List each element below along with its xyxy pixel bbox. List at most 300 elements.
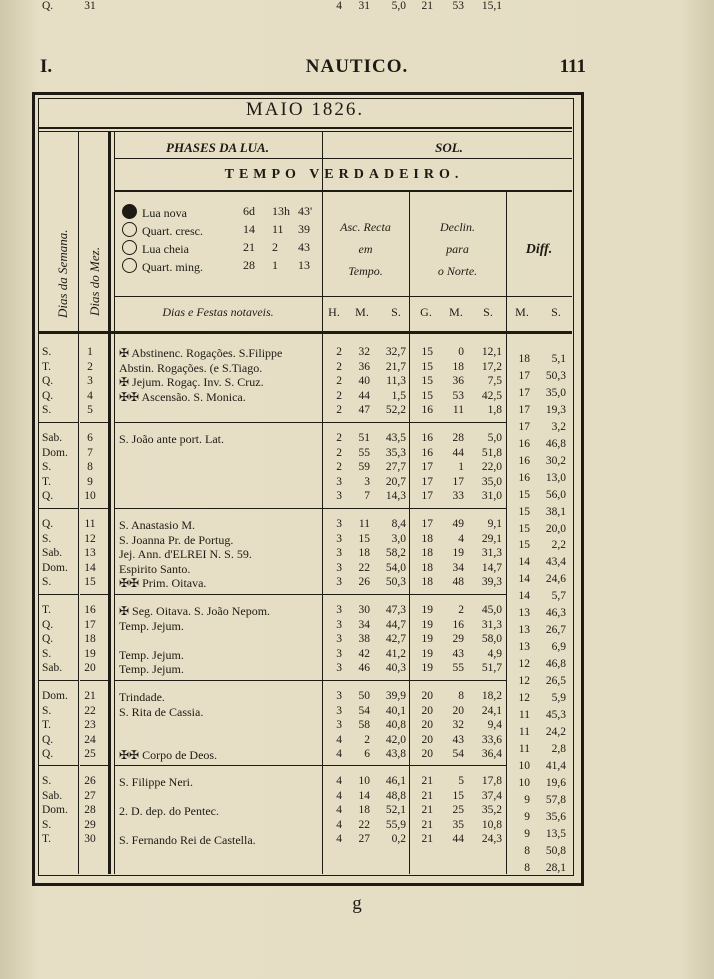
week-day: T. xyxy=(42,604,52,616)
header-page-number: 111 xyxy=(559,56,586,77)
decl-min: 43 xyxy=(452,647,464,660)
decl-sec: 14,7 xyxy=(481,561,502,574)
month-day: 25 xyxy=(84,748,96,760)
asc-hour: 2 xyxy=(336,446,342,459)
decl-deg: 19 xyxy=(421,633,433,645)
group-rule xyxy=(409,765,506,766)
asc-min: 51 xyxy=(358,432,370,444)
unit-label: M. xyxy=(355,305,369,319)
diff-sec: 41,4 xyxy=(545,759,566,772)
decl-sec: 58,0 xyxy=(481,633,502,645)
asc-sec: 1,5 xyxy=(391,389,406,402)
asc-sec: 46,1 xyxy=(385,775,406,787)
month-day: 3 xyxy=(87,375,93,387)
decl-sec: 17,2 xyxy=(481,360,502,373)
festa: S. Joanna Pr. de Portug. xyxy=(119,532,234,547)
week-day: S. xyxy=(42,576,52,588)
month-day: 19 xyxy=(84,647,96,660)
asc-min: 22 xyxy=(358,561,370,574)
phase-day: 21 xyxy=(243,240,255,254)
rule xyxy=(506,192,507,874)
asc-sec: 50,3 xyxy=(385,576,406,588)
diff-sec: 2,2 xyxy=(551,539,566,552)
asc-min: 54 xyxy=(358,704,370,717)
asc-sec: 39,9 xyxy=(385,690,406,702)
asc-hour: 2 xyxy=(336,375,342,387)
asc-hour: 3 xyxy=(336,633,342,645)
month-day: 5 xyxy=(87,404,93,416)
diff-sec: 26,5 xyxy=(545,675,566,688)
rule xyxy=(78,131,79,874)
diff-min: 17 xyxy=(518,403,530,416)
group-rule xyxy=(38,765,78,766)
decl-min: 44 xyxy=(452,446,464,459)
festa: ✠ Jejum. Rogaç. Inv. S. Cruz. xyxy=(119,375,264,389)
decl-min: 43 xyxy=(452,733,464,746)
month-day: 4 xyxy=(87,389,93,402)
diff-min: 8 xyxy=(524,861,530,874)
festas-header: Dias e Festas notaveis. xyxy=(162,305,274,319)
decl-deg: 17 xyxy=(421,518,433,530)
unit-label: M. xyxy=(515,305,529,319)
decl-sec: 37,4 xyxy=(481,789,502,802)
week-day: Sab. xyxy=(42,789,63,802)
decl-deg: 16 xyxy=(421,404,433,416)
group-rule xyxy=(114,680,322,681)
asc-min: 2 xyxy=(364,733,370,746)
decl-min: 4 xyxy=(458,532,464,545)
decl-sec: 9,1 xyxy=(487,518,502,530)
decl-deg: 20 xyxy=(421,748,433,760)
diff-min: 8 xyxy=(524,844,530,857)
month-day: 23 xyxy=(84,719,96,731)
month-day: 27 xyxy=(84,789,96,802)
diff-sec: 35,0 xyxy=(545,386,566,399)
diff-min: 16 xyxy=(518,437,530,450)
col-week-header: Dias da Semana. xyxy=(55,229,70,318)
asc-sec: 40,1 xyxy=(385,704,406,717)
diff-sec: 19,3 xyxy=(545,403,566,416)
decl-deg: 18 xyxy=(421,561,433,574)
decl-deg: 15 xyxy=(421,375,433,387)
decl-min: 8 xyxy=(458,690,464,702)
phase-minute: 43 xyxy=(298,240,310,254)
moon-phase: Quart. ming. xyxy=(122,258,203,275)
diff-sec: 6,9 xyxy=(551,641,566,654)
asc-min: 7 xyxy=(364,490,370,502)
unit-label: S. xyxy=(391,305,401,319)
decl-min: 15 xyxy=(452,789,464,802)
group-rule xyxy=(38,594,78,595)
week-day: Sab. xyxy=(42,547,63,559)
week-day: Q. xyxy=(42,490,54,502)
asc-sec: 41,2 xyxy=(385,647,406,660)
decl-sec: 4,9 xyxy=(487,647,502,660)
decl-sec: 9,4 xyxy=(487,719,502,731)
diff-sec: 13,5 xyxy=(545,827,566,840)
group-rule xyxy=(80,594,108,595)
decl-sec: 1,8 xyxy=(487,404,502,416)
decl-sec: 24,1 xyxy=(481,704,502,717)
diff-sec: 28,1 xyxy=(545,861,566,874)
decl-sec: 12,1 xyxy=(481,346,502,358)
festa: Temp. Jejum. xyxy=(119,618,184,633)
full-moon-icon xyxy=(122,240,137,255)
diff-min: 14 xyxy=(518,573,530,586)
asc-min: 38 xyxy=(358,633,370,645)
phase-hour: 13h xyxy=(272,204,290,218)
asc-header-3: Tempo. xyxy=(348,264,383,278)
decl-header-1: Declin. xyxy=(440,220,475,234)
asc-hour: 4 xyxy=(336,748,342,760)
week-day: Q. xyxy=(42,733,54,746)
week-day: S. xyxy=(42,346,52,358)
diff-sec: 20,0 xyxy=(545,522,566,535)
asc-min: 18 xyxy=(358,804,370,816)
rule xyxy=(38,127,572,129)
week-day: S. xyxy=(42,704,52,717)
week-day: Q. xyxy=(42,518,54,530)
decl-header-3: o Norte. xyxy=(437,264,478,278)
rule xyxy=(409,192,410,874)
month-day: 24 xyxy=(84,733,96,746)
asc-hour: 3 xyxy=(336,532,342,545)
phase-hour: 11 xyxy=(272,222,284,236)
group-rule xyxy=(409,508,506,509)
decl-sec: 24,3 xyxy=(481,833,502,845)
diff-min: 12 xyxy=(518,692,530,704)
rule xyxy=(108,131,111,874)
asc-min: 47 xyxy=(358,404,370,416)
asc-hour: 2 xyxy=(336,346,342,358)
month-day: 21 xyxy=(84,690,96,702)
festa: Temp. Jejum. xyxy=(119,662,184,676)
week-day: Q. xyxy=(42,375,54,387)
asc-sec: 11,3 xyxy=(386,375,406,387)
asc-sec: 44,7 xyxy=(385,618,406,631)
asc-min: 11 xyxy=(358,518,370,530)
week-day: T. xyxy=(42,475,52,488)
diff-sec: 38,1 xyxy=(545,505,566,518)
diff-sec: 30,2 xyxy=(545,454,566,467)
diff-min: 11 xyxy=(518,725,530,738)
month-day: 17 xyxy=(84,618,96,631)
phase-day: 14 xyxy=(243,222,255,236)
asc-min: 6 xyxy=(364,748,370,760)
diff-min: 14 xyxy=(518,590,530,603)
decl-deg: 21 xyxy=(421,0,433,12)
asc-hour: 4 xyxy=(336,833,342,845)
decl-deg: 19 xyxy=(421,618,433,631)
decl-min: 44 xyxy=(452,833,464,845)
decl-sec: 5,0 xyxy=(487,432,502,444)
asc-sec: 27,7 xyxy=(385,461,406,473)
week-day: S. xyxy=(42,818,52,831)
decl-deg: 19 xyxy=(421,604,433,616)
asc-sec: 32,7 xyxy=(385,346,406,358)
asc-hour: 2 xyxy=(336,404,342,416)
asc-sec: 0,2 xyxy=(391,833,406,845)
asc-min: 10 xyxy=(358,775,370,787)
asc-min: 50 xyxy=(358,690,370,702)
decl-sec: 33,6 xyxy=(481,733,502,746)
asc-min: 59 xyxy=(358,461,370,473)
diff-min: 13 xyxy=(518,607,530,620)
decl-deg: 20 xyxy=(421,690,433,702)
festa: Jej. Ann. d'ELREI N. S. 59. xyxy=(119,547,252,561)
asc-sec: 52,2 xyxy=(385,404,406,416)
decl-sec: 51,8 xyxy=(481,446,502,459)
festa: Abstin. Rogações. (e S.Tiago. xyxy=(119,360,263,375)
week-day: Q. xyxy=(42,748,54,760)
diff-min: 13 xyxy=(518,641,530,654)
decl-min: 33 xyxy=(452,490,464,502)
rule xyxy=(114,131,115,874)
rule xyxy=(114,190,572,192)
diff-sec: 45,3 xyxy=(545,708,566,721)
festa: ✠✠ Ascensão. S. Monica. xyxy=(119,389,246,404)
diff-sec: 5,7 xyxy=(551,590,566,603)
unit-label: G. xyxy=(420,305,432,319)
asc-sec: 58,2 xyxy=(385,547,406,559)
asc-sec: 8,4 xyxy=(391,518,406,530)
decl-min: 28 xyxy=(452,432,464,444)
group-rule xyxy=(38,422,78,423)
unit-label: M. xyxy=(449,305,463,319)
diff-sec: 24,2 xyxy=(545,725,566,738)
asc-sec: 47,3 xyxy=(385,604,406,616)
week-day: Q. xyxy=(42,618,54,631)
group-rule xyxy=(80,765,108,766)
asc-hour: 3 xyxy=(336,576,342,588)
group-rule xyxy=(322,765,409,766)
asc-sec: 21,7 xyxy=(385,360,406,373)
decl-min: 36 xyxy=(452,375,464,387)
festa: S. Rita de Cassia. xyxy=(119,704,204,719)
decl-deg: 19 xyxy=(421,647,433,660)
week-day: Q. xyxy=(42,389,54,402)
decl-sec: 42,5 xyxy=(481,389,502,402)
decl-deg: 21 xyxy=(421,804,433,816)
phase-hour: 1 xyxy=(272,258,278,272)
diff-sec: 19,6 xyxy=(545,776,566,789)
asc-min: 22 xyxy=(358,818,370,831)
unit-label: S. xyxy=(483,305,493,319)
decl-min: 34 xyxy=(452,561,464,574)
decl-deg: 16 xyxy=(421,446,433,459)
month-day: 6 xyxy=(87,432,93,444)
festa: Trindade. xyxy=(119,690,165,704)
phase-day: 6d xyxy=(243,204,255,218)
decl-deg: 16 xyxy=(421,432,433,444)
group-rule xyxy=(409,680,506,681)
asc-sec: 48,8 xyxy=(385,789,406,802)
month-day: 30 xyxy=(84,833,96,845)
asc-hour: 4 xyxy=(336,775,342,787)
asc-min: 31 xyxy=(358,0,370,12)
first-quarter-icon xyxy=(122,222,137,237)
decl-deg: 18 xyxy=(421,576,433,588)
week-day: T. xyxy=(42,719,52,731)
group-rule xyxy=(114,422,322,423)
month-title: MAIO 1826. xyxy=(245,99,365,120)
group-rule xyxy=(409,594,506,595)
asc-hour: 3 xyxy=(336,647,342,660)
asc-sec: 43,8 xyxy=(385,748,406,760)
asc-hour: 2 xyxy=(336,360,342,373)
decl-min: 0 xyxy=(458,346,464,358)
asc-min: 42 xyxy=(358,647,370,660)
diff-sec: 57,8 xyxy=(545,793,566,806)
asc-hour: 2 xyxy=(336,461,342,473)
month-day: 14 xyxy=(84,561,96,574)
month-day: 13 xyxy=(84,547,96,559)
decl-min: 18 xyxy=(452,360,464,373)
col-month-header: Dias do Mez. xyxy=(87,247,102,316)
decl-deg: 18 xyxy=(421,547,433,559)
asc-hour: 3 xyxy=(336,690,342,702)
decl-sec: 10,8 xyxy=(481,818,502,831)
week-day: S. xyxy=(42,404,52,416)
decl-min: 35 xyxy=(452,818,464,831)
phase-hour: 2 xyxy=(272,240,278,254)
month-day: 12 xyxy=(84,532,96,545)
asc-sec: 54,0 xyxy=(385,561,406,574)
phase-minute: 39 xyxy=(298,222,310,236)
asc-sec: 40,8 xyxy=(385,719,406,731)
month-day: 31 xyxy=(84,0,96,12)
decl-min: 29 xyxy=(452,633,464,645)
asc-min: 58 xyxy=(358,719,370,731)
asc-hour: 3 xyxy=(336,618,342,631)
decl-deg: 21 xyxy=(421,789,433,802)
rule xyxy=(114,296,572,297)
diff-sec: 50,8 xyxy=(545,844,566,857)
month-day: 16 xyxy=(84,604,96,616)
group-rule xyxy=(322,422,409,423)
month-day: 26 xyxy=(84,775,96,787)
month-day: 10 xyxy=(84,490,96,502)
diff-sec: 3,2 xyxy=(551,420,566,433)
month-day: 15 xyxy=(84,576,96,588)
diff-sec: 35,6 xyxy=(545,810,566,823)
week-day: Q. xyxy=(42,633,54,645)
month-day: 1 xyxy=(87,346,93,358)
diff-min: 16 xyxy=(518,471,530,484)
rule xyxy=(38,131,572,132)
week-day: S. xyxy=(42,461,52,473)
decl-min: 19 xyxy=(452,547,464,559)
asc-hour: 4 xyxy=(336,789,342,802)
diff-sec: 13,0 xyxy=(545,471,566,484)
asc-sec: 40,3 xyxy=(385,662,406,674)
asc-hour: 3 xyxy=(336,561,342,574)
asc-min: 32 xyxy=(358,346,370,358)
decl-sec: 31,0 xyxy=(481,490,502,502)
festa: ✠✠ Prim. Oitava. xyxy=(119,576,207,590)
diff-sec: 56,0 xyxy=(545,488,566,501)
diff-min: 15 xyxy=(518,522,530,535)
festa: 2. D. dep. do Pentec. xyxy=(119,804,219,818)
decl-min: 53 xyxy=(452,389,464,402)
diff-min: 9 xyxy=(524,810,530,823)
decl-min: 17 xyxy=(452,475,464,488)
group-rule xyxy=(80,680,108,681)
decl-min: 48 xyxy=(452,576,464,588)
month-day: 7 xyxy=(87,446,93,459)
diff-sec: 43,4 xyxy=(545,556,566,569)
asc-min: 34 xyxy=(358,618,370,631)
week-day: S. xyxy=(42,647,52,660)
asc-hour: 4 xyxy=(336,733,342,746)
festa: S. João ante port. Lat. xyxy=(119,432,224,446)
asc-min: 18 xyxy=(358,547,370,559)
moon-phase: Lua nova xyxy=(122,204,187,221)
group-rule xyxy=(409,422,506,423)
decl-deg: 21 xyxy=(421,833,433,845)
decl-sec: 35,0 xyxy=(481,475,502,488)
unit-label: S. xyxy=(551,305,561,319)
asc-hour: 4 xyxy=(336,0,342,12)
diff-sec: 24,6 xyxy=(545,573,566,586)
festa: S. Fernando Rei de Castella. xyxy=(119,833,256,847)
festa: S. Anastasio M. xyxy=(119,518,196,532)
week-day: Q. xyxy=(42,0,54,12)
header-left: I. xyxy=(40,56,53,77)
festa: ✠ Abstinenc. Rogações. S.Filippe xyxy=(119,346,283,360)
month-day: 11 xyxy=(84,518,96,530)
decl-min: 16 xyxy=(452,618,464,631)
festa: ✠ Seg. Oitava. S. João Nepom. xyxy=(119,604,271,618)
decl-deg: 20 xyxy=(421,704,433,717)
asc-sec: 55,9 xyxy=(385,818,406,831)
asc-hour: 2 xyxy=(336,432,342,444)
asc-hour: 3 xyxy=(336,475,342,488)
signature-mark: g xyxy=(352,893,362,914)
asc-sec: 3,0 xyxy=(391,532,406,545)
asc-sec: 20,7 xyxy=(385,475,406,488)
month-day: 9 xyxy=(87,475,93,488)
asc-hour: 3 xyxy=(336,518,342,530)
week-day: Sab. xyxy=(42,432,63,444)
decl-deg: 17 xyxy=(421,461,433,473)
diff-min: 15 xyxy=(518,505,530,518)
phases-header: PHASES DA LUA. xyxy=(166,140,269,155)
decl-sec: 22,0 xyxy=(481,461,502,473)
asc-sec: 14,3 xyxy=(385,490,406,502)
asc-sec: 42,7 xyxy=(385,633,406,645)
phase-minute: 13 xyxy=(298,258,310,272)
decl-sec: 7,5 xyxy=(487,375,502,387)
asc-header-1: Asc. Recta xyxy=(340,220,391,234)
group-rule xyxy=(114,508,322,509)
week-day: Dom. xyxy=(42,804,68,816)
diff-min: 11 xyxy=(518,708,530,721)
asc-hour: 4 xyxy=(336,804,342,816)
group-rule xyxy=(114,765,322,766)
asc-min: 15 xyxy=(358,532,370,545)
week-day: Dom. xyxy=(42,561,68,574)
diff-min: 17 xyxy=(518,369,530,382)
festa: S. Filippe Neri. xyxy=(119,775,193,789)
decl-deg: 19 xyxy=(421,662,433,674)
diff-sec: 26,7 xyxy=(545,624,566,637)
festa: Temp. Jejum. xyxy=(119,647,184,662)
decl-sec: 36,4 xyxy=(481,748,502,760)
decl-min: 25 xyxy=(452,804,464,816)
diff-header: Diff. xyxy=(525,242,553,257)
decl-min: 55 xyxy=(452,662,464,674)
